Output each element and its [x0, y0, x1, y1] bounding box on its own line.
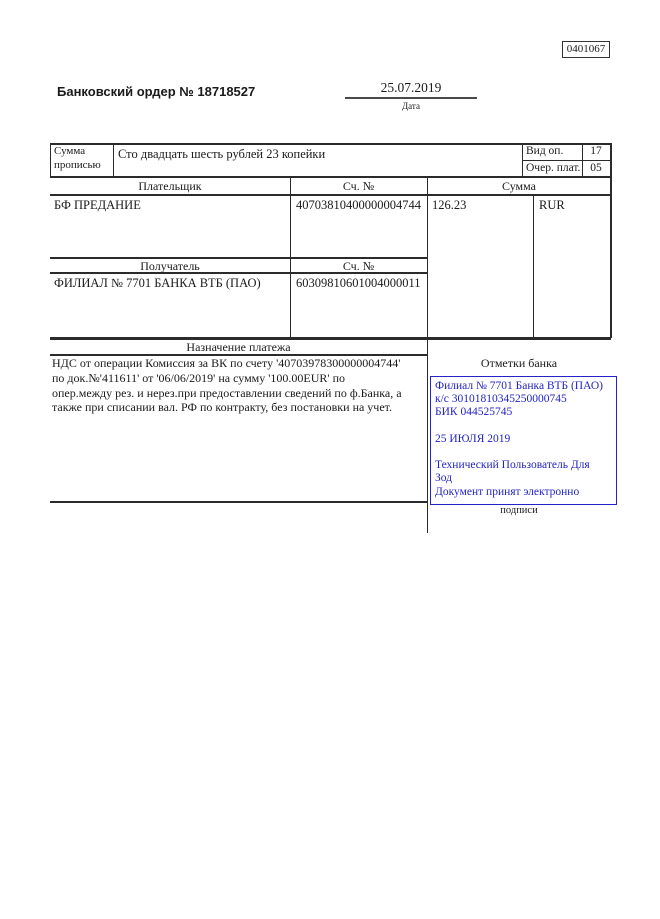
purpose-line: опер.между рез. и нерез.при предоставлении сведений по ф.Банка, а [52, 385, 402, 400]
currency-code: RUR [539, 198, 565, 212]
payee-account: 60309810601004000011 [296, 276, 421, 290]
signatures-label: подписи [500, 505, 538, 516]
payer-account-label: Сч. № [342, 179, 375, 193]
stamp-line: Документ принят электронно [435, 485, 580, 498]
grid-line-v [522, 143, 523, 176]
grid-line-v [50, 143, 51, 176]
amount-words: Сто двадцать шесть рублей 23 копейки [118, 147, 326, 161]
payee-account-label: Сч. № [342, 258, 375, 273]
stamp-line: Технический Пользователь Для [435, 459, 590, 472]
stamp-line: 25 ИЮЛЯ 2019 [435, 432, 511, 445]
stamp-line [435, 446, 612, 459]
purpose-text [52, 356, 428, 415]
payer-name: БФ ПРЕДАНИЕ [54, 198, 141, 212]
date-value: 25.07.2019 [380, 80, 442, 95]
grid-line-h [50, 194, 611, 196]
purpose-line: также при списании вал. РФ по контракту, без постановки на учет. [52, 400, 393, 415]
grid-line-v [113, 143, 114, 176]
purpose-section-label: Назначение платежа [186, 340, 291, 354]
priority-value: 05 [590, 161, 602, 174]
amount-words-label: Сумма прописью [54, 145, 101, 171]
grid-line-v [610, 143, 612, 338]
grid-line-v [290, 176, 291, 338]
payer-section-label: Плательщик [138, 179, 202, 193]
stamp-line: Филиал № 7701 Банка ВТБ (ПАО) [435, 380, 603, 392]
bank-stamp [430, 376, 617, 505]
priority-label: Очер. плат. [526, 161, 581, 174]
stamp-line: БИК 044525745 [435, 406, 513, 419]
payee-name: ФИЛИАЛ № 7701 БАНКА ВТБ (ПАО) [54, 276, 261, 290]
date-underline [345, 97, 477, 99]
grid-line-v [427, 176, 428, 533]
purpose-line: по док.№'411611' от '06/06/2019' на сумму '100.00EUR' по [52, 370, 346, 385]
payee-section-label: Получатель [140, 258, 200, 273]
purpose-line: НДС от операции Комиссия за ВК по счету '40703978300000004744' [52, 356, 401, 370]
payer-account: 40703810400000004744 [296, 198, 421, 212]
form-code: 0401067 [562, 41, 610, 58]
grid-line-h [50, 501, 427, 503]
stamp-line: Зод [435, 472, 453, 485]
amount-section-label: Сумма [502, 179, 536, 193]
grid-line-h [50, 176, 611, 178]
document-title: Банковский ордер № 18718527 [57, 84, 256, 99]
date-label: Дата [402, 101, 420, 111]
op-type-value: 17 [590, 145, 602, 157]
stamp-line [435, 420, 612, 433]
grid-line-v [533, 194, 534, 337]
op-type-label: Вид оп. [526, 145, 564, 157]
amount-value: 126.23 [432, 198, 467, 212]
bank-marks-label: Отметки банка [480, 356, 558, 370]
stamp-line: к/с 30101810345250000745 [435, 393, 567, 406]
